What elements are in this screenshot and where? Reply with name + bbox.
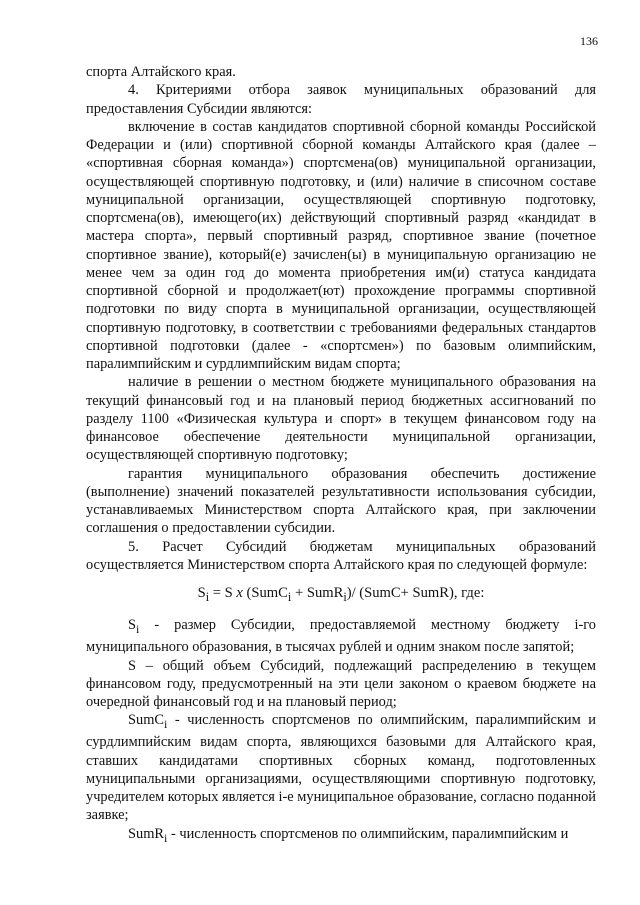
formula-close: )/ (SumC+ SumR), где: [346,585,485,601]
formula-x: x [236,585,243,601]
formula-eq: = S [209,585,237,601]
document-body [86,63,596,847]
definition-sub: i [136,622,140,637]
definition-sub: i [164,830,168,845]
definition-text: – общий объем Субсидий, подлежащий распределению в текущем финансовом году, предусмотренный на эти цели законом о краевом бюджете на очередной финансовый год и на плановый период; [86,657,596,711]
definition-text: - размер Субсидии, предоставляемой местному бюджету i-го муниципального образования, в тысячах рублей и одним знаком после запятой; [86,617,596,656]
definition-sumci [86,711,596,824]
page-number: 136 [580,34,598,48]
definition-term: S [128,617,137,634]
formula-plus: + SumR [291,585,344,601]
definition-term: S [128,657,137,674]
definition-sub: i [164,717,168,732]
formula-sumr-sub: i [343,589,347,604]
formula-si-sub: i [205,589,210,604]
definition-s [86,657,596,712]
formula-sumc-sub: i [287,589,292,604]
paragraph-criterion-budget: наличие в решении о местном бюджете муниципального образования на текущий финансовый год и на плановый период бюджетных ассигнований по разделу 1100 «Физическая культура и спорт» в текущем финансовом году на финансовое обеспечение деятельности муниципальной организации, осуществляющей спортивную подготовку; [86,374,596,464]
definition-term: SumC [128,712,164,729]
definition-si [86,616,596,656]
paragraph-criterion-guarantee: гарантия муниципального образования обеспечить достижение (выполнение) значений показателей результативности использования субсидии, устанавливаемых Министерством спорта Алтайского края, при заключении соглашения о предоставлении субсидии. [86,465,596,537]
definition-text: - численность спортсменов по олимпийским, паралимпийским и сурдлимпийским видам спорта, являющихся базовыми для Алтайского края, ставших кандидатами спортивных сборных команд, подготовленных муниципальными организациями, осуществляющими спортивную подготовку, учредителем которых является i-е муниципальное образование, согласно поданной заявке; [86,712,596,824]
formula-open: (SumC [242,585,288,601]
paragraph-calculation-intro: 5. Расчет Субсидий бюджетам муниципальных образований осуществляется Министерством спорта Алтайского края по следующей формуле: [86,538,596,573]
paragraph-criteria-heading: 4. Критериями отбора заявок муниципальных образований для предоставления Субсидии являются: [86,82,596,117]
definition-sumri [86,825,596,847]
definition-text: - численность спортсменов по олимпийским, паралимпийским и [167,825,569,842]
subsidy-formula [86,584,596,606]
paragraph-criterion-inclusion: включение в состав кандидатов спортивной сборной команды Российской Федерации и (или) спортивной сборной команды Алтайского края (далее – «спортивная сборная команда») спортсмена(ов) муниципальной организации, осуществляющей спортивную подготовку, и (или) наличие в списочном составе муниципальной организации, осуществляющей спортивную подготовку, спортсмена(ов), имеющего(их) действующий спортивный разряд «кандидат в мастера спорта», первый спортивный разряд, спортивное звание (почетное спортивное звание), который(е) зачислен(ы) в муниципальную организацию не менее чем за один год до момента приобретения им(и) статуса кандидата спортивной сборной и продолжает(ют) прохождение программы спортивной подготовки по виду спорта в муниципальной организации, осуществляющей спортивную подготовку, в соответствии с требованиями федеральных стандартов спортивной подготовки (далее - «спортсмен») по базовым олимпийским, паралимпийским и сурдлимпийским видам спорта; [86,118,596,372]
formula-si: S [197,585,206,601]
paragraph-continuation: спорта Алтайского края. [86,64,236,80]
definition-term: SumR [128,825,164,842]
